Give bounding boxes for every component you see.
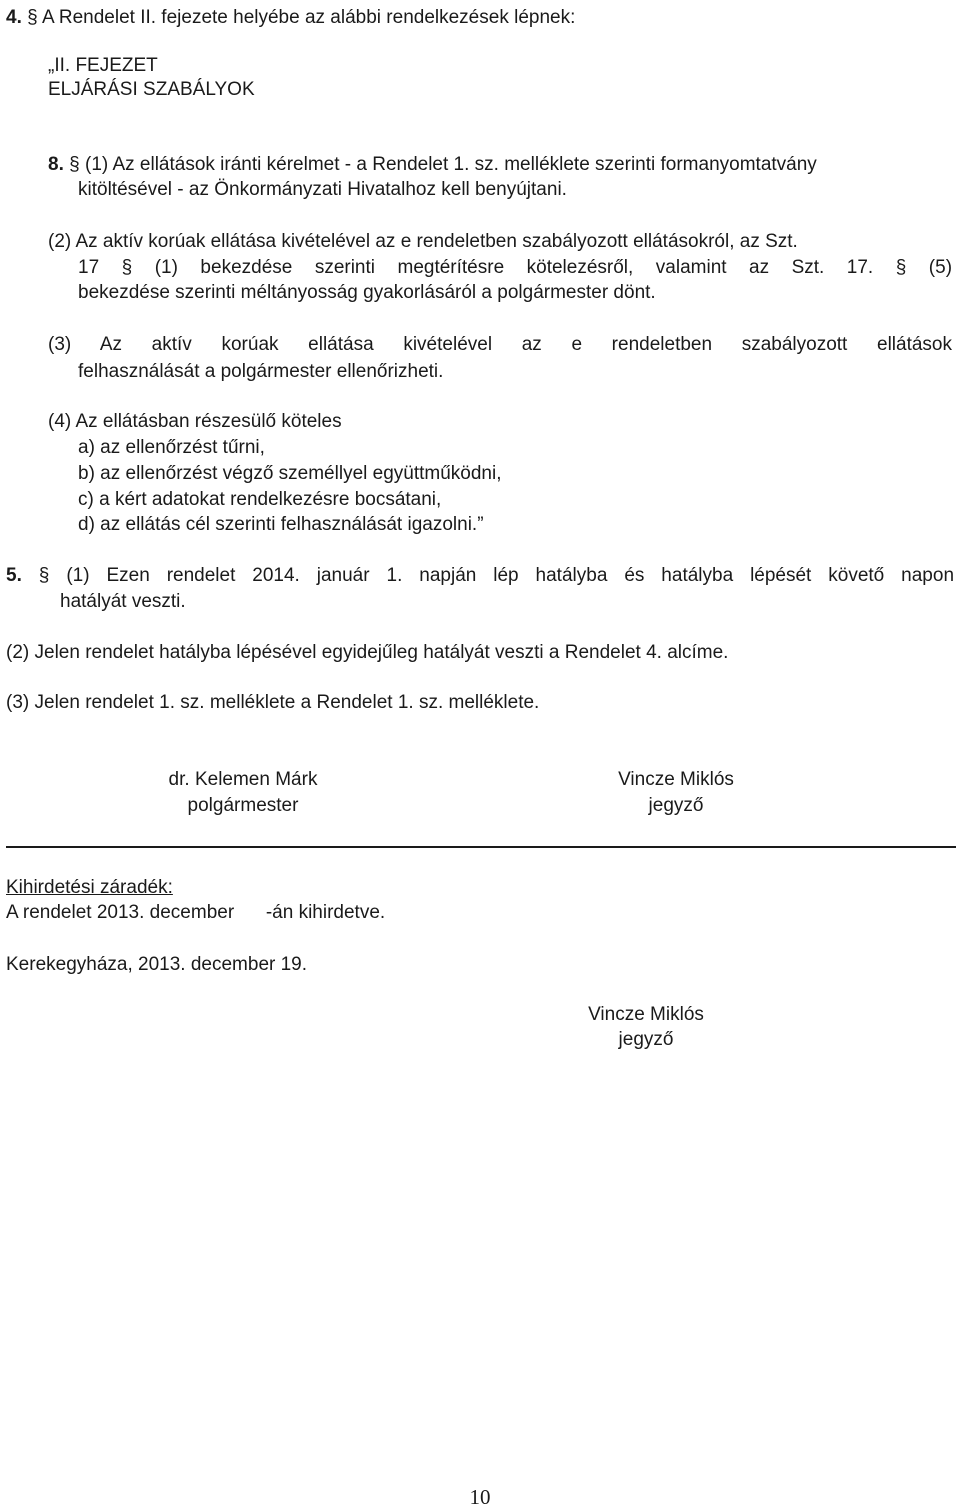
paragraph-3-line-2: felhasználását a polgármester ellenőrizheti. bbox=[78, 361, 444, 382]
article-5-paragraph-2: (2) Jelen rendelet hatályba lépésével egyidejűleg hatályát veszti a Rendelet 4. alcíme. bbox=[6, 642, 729, 663]
article-number: 4. bbox=[6, 7, 22, 28]
article-8-line-2: kitöltésével - az Önkormányzati Hivatalhoz kell benyújtani. bbox=[78, 179, 567, 200]
signature-right-title: jegyző bbox=[648, 795, 704, 816]
text-segment: (1) bekezdése szerinti megtérítésre kötelezésről, valamint az Szt. 17. bbox=[154, 257, 874, 278]
clause-signer-name: Vincze Miklós bbox=[588, 1004, 704, 1025]
paragraph-4-intro: (4) Az ellátásban részesülő köteles bbox=[48, 411, 342, 432]
article-text: A Rendelet II. fejezete helyébe az alábbi rendelkezések lépnek: bbox=[41, 7, 576, 28]
section-sign: § bbox=[38, 565, 50, 586]
article-number: 8. bbox=[48, 154, 64, 175]
article-text: (1) Az ellátások iránti kérelmet - a Rendelet 1. sz. melléklete szerinti formanyomtatvány bbox=[85, 154, 817, 175]
paragraph-2-line-3: bekezdése szerinti méltányosság gyakorlásáról a polgármester dönt. bbox=[78, 282, 656, 303]
section-sign: § bbox=[69, 154, 80, 175]
article-8-line-1 bbox=[48, 153, 817, 177]
text-segment: 17 bbox=[78, 257, 100, 278]
clause-place-date: Kerekegyháza, 2013. december 19. bbox=[6, 954, 308, 975]
article-5-line-2: hatályát veszti. bbox=[60, 591, 186, 612]
signature-left-title: polgármester bbox=[187, 795, 299, 816]
signature-left-name: dr. Kelemen Márk bbox=[168, 769, 318, 790]
section-sign: § bbox=[27, 7, 38, 28]
clause-line: A rendelet 2013. december -án kihirdetve. bbox=[6, 902, 386, 923]
text-segment: (5) bbox=[928, 257, 953, 278]
list-item-d: d) az ellátás cél szerinti felhasználását igazolni.” bbox=[78, 514, 484, 535]
article-5-paragraph-3: (3) Jelen rendelet 1. sz. melléklete a Rendelet 1. sz. melléklete. bbox=[6, 692, 540, 713]
divider bbox=[6, 846, 956, 848]
paragraph-2-line-2 bbox=[78, 256, 952, 280]
list-item-b: b) az ellenőrzést végző személlyel együttműködni, bbox=[78, 463, 502, 484]
chapter-title: „II. FEJEZET bbox=[48, 55, 158, 76]
article-number: 5. bbox=[6, 565, 22, 586]
article-5-line-1 bbox=[6, 564, 954, 588]
clause-signer-title: jegyző bbox=[618, 1029, 674, 1050]
chapter-subtitle: ELJÁRÁSI SZABÁLYOK bbox=[48, 79, 255, 100]
signature-right-name: Vincze Miklós bbox=[618, 769, 734, 790]
list-item-c: c) a kért adatokat rendelkezésre bocsátani, bbox=[78, 489, 442, 510]
list-item-a: a) az ellenőrzést tűrni, bbox=[78, 437, 265, 458]
page-number: 10 bbox=[469, 1485, 491, 1509]
paragraph-3-line-1: (3) Az aktív korúak ellátása kivételével az e rendeletben szabályozott ellátások bbox=[48, 334, 952, 355]
section-sign: § bbox=[121, 257, 133, 278]
article-text: (1) Ezen rendelet 2014. január 1. napján lép hatályba és hatályba lépését követő napon bbox=[66, 565, 955, 586]
section-sign: § bbox=[895, 257, 907, 278]
clause-heading: Kihirdetési záradék: bbox=[6, 877, 173, 898]
article-4-heading bbox=[6, 6, 575, 30]
paragraph-2-line-1: (2) Az aktív korúak ellátása kivételével az e rendeletben szabályozott ellátásokról, az Szt. bbox=[48, 231, 798, 252]
